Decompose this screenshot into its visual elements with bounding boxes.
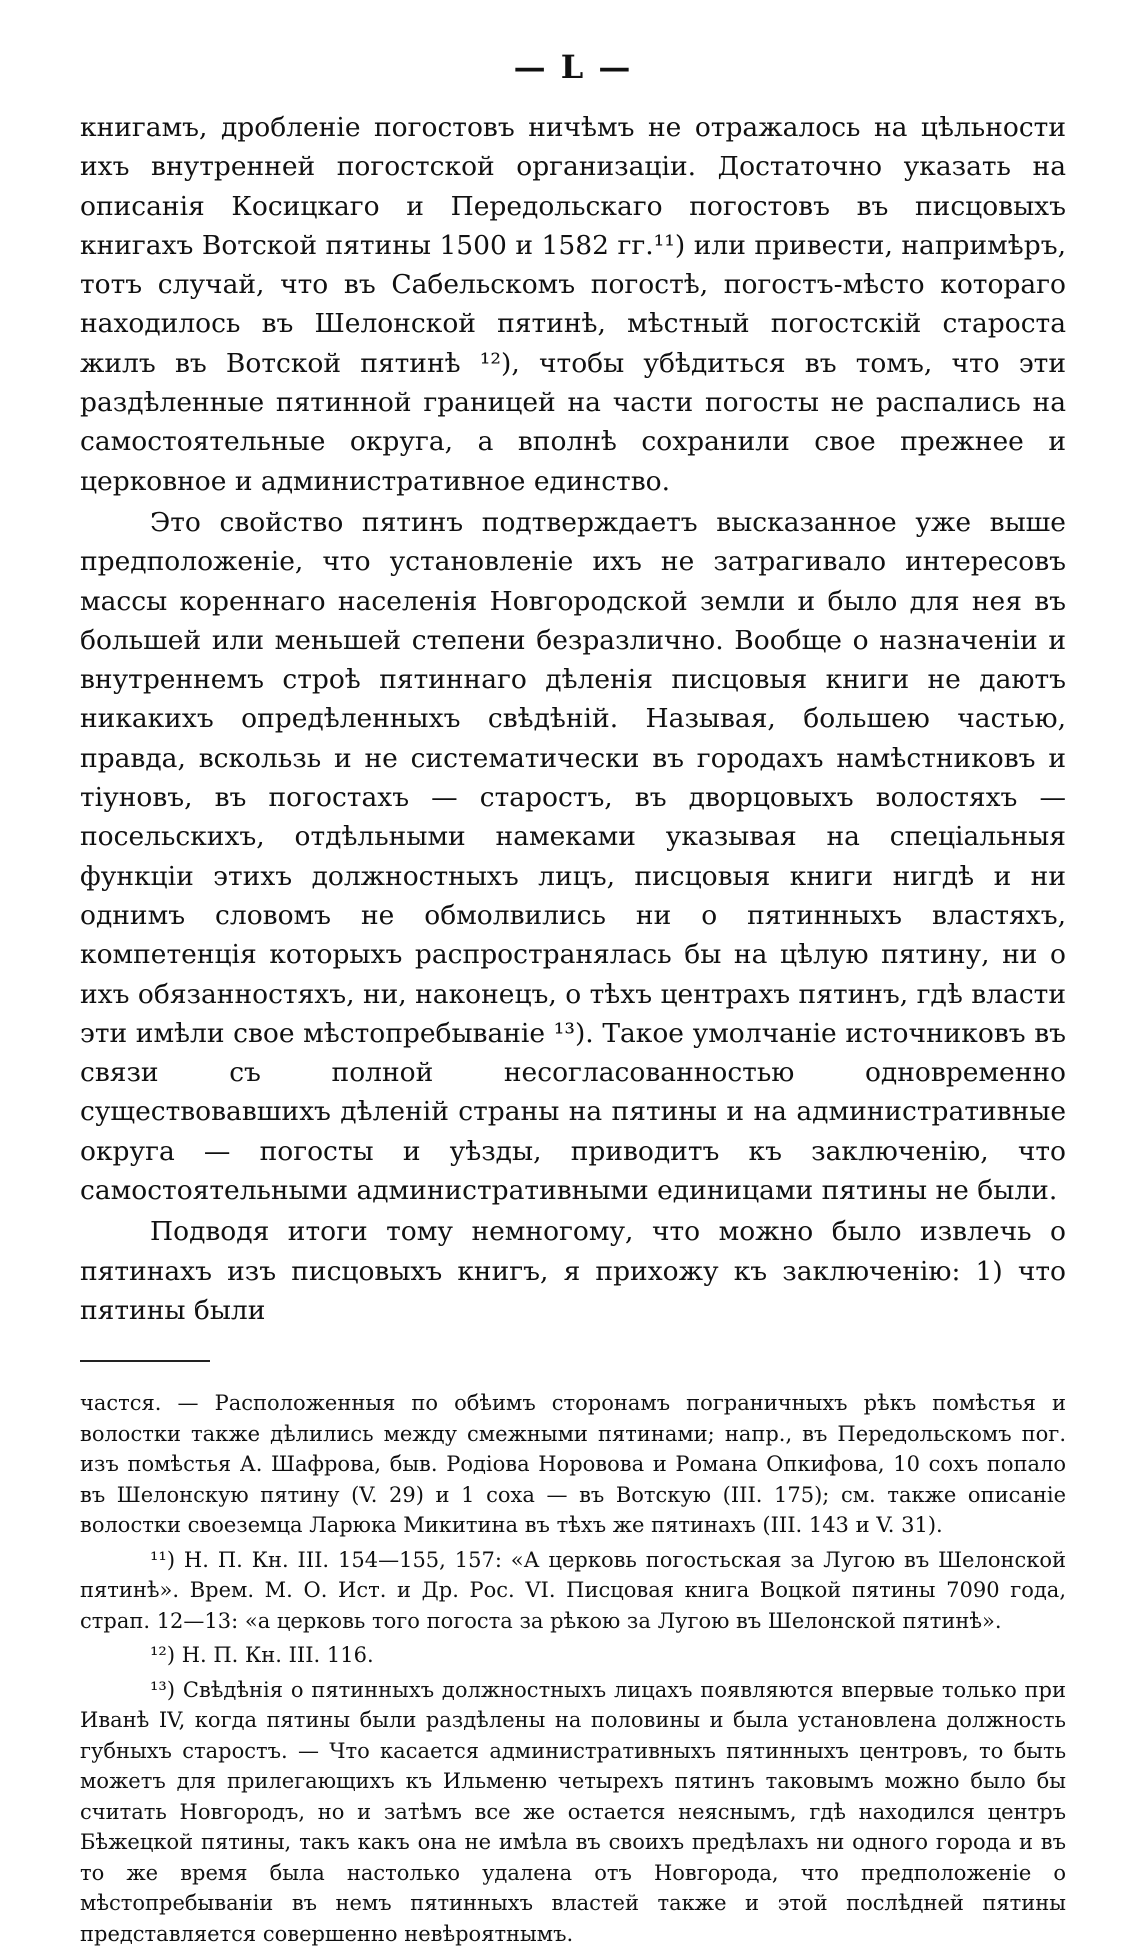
footnote-12: ¹²) Н. П. Кн. III. 116. — [150, 1643, 374, 1668]
body-paragraph: Подводя итоги тому немногому, что можно было извлечь о пятинахъ изъ писцовыхъ книгъ, я прихожу къ заключенію: 1) что пятины были — [80, 1216, 1066, 1326]
body-paragraph: Это свойство пятинъ подтверждаетъ высказанное уже выше предположеніе, что установленіе ихъ не затрагивало интересовъ массы кореннаго населенія Новгородской земли и было для нея въ большей или меньшей степени безразлично. Вообще о назначеніи и внутреннемъ строѣ пятиннаго дѣленія писцовыя книги не даютъ никакихъ опредѣленныхъ свѣдѣній. Называя, большею частью, правда, вскользь и не систематически въ городахъ намѣстниковъ и тіуновъ, въ погостахъ — старостъ, въ дворцовыхъ волостяхъ — посельскихъ, отдѣльными намеками указывая на спеціальныя функціи этихъ должностныхъ лицъ, писцовыя книги нигдѣ и ни однимъ словомъ не обмолвились ни о пятинныхъ властяхъ, компетенція которыхъ распространялась бы на цѣлую пятину, ни о ихъ обязанностяхъ, ни, наконецъ, о тѣхъ центрахъ пятинъ, гдѣ власти эти имѣли свое мѣстопребываніе ¹³). Такое умолчаніе источниковъ въ связи съ полной несогласованностью одновременно существовавшихъ дѣленій страны на пятины и на административные округа — погосты и уѣзды, приводитъ къ заключенію, что самостоятельными административными единицами пятины не были. — [80, 506, 1066, 1207]
body-paragraph: книгамъ, дробленіе погостовъ ничѣмъ не отражалось на цѣльности ихъ внутренней погостской организаціи. Достаточно указать на описанія Косицкаго и Передольскаго погостовъ въ писцовыхъ книгахъ Вотской пятины 1500 и 1582 гг.¹¹) или привести, напримѣръ, тотъ случай, что въ Сабельскомъ погостѣ, погостъ-мѣсто котораго находилось въ Шелонской пятинѣ, мѣстный погостскій староста жилъ въ Вотской пятинѣ ¹²), чтобы убѣдиться въ томъ, что эти раздѣленные пятинной границей на части погосты не распались на самостоятельные округа, а вполнѣ сохранили свое прежнее и церковное и административное единство. — [80, 112, 1066, 497]
page-number: — L — — [513, 48, 633, 86]
footnote-13: ¹³) Свѣдѣнія о пятинныхъ должностныхъ лицахъ появляются впервые только при Иванѣ IV, когда пятины были раздѣлены на половины и была установлена должность губныхъ старостъ. — Что касается административныхъ пятинныхъ центровъ, то быть можетъ для прилегающихъ къ Ильменю четырехъ пятинъ таковымъ можно было бы считать Новгородъ, но и затѣмъ все же остается неяснымъ, гдѣ находился центръ Бѣжецкой пятины, такъ какъ она не имѣла въ своихъ предѣлахъ ни одного города и въ то же время была настолько удалена отъ Новгорода, что предположеніе о мѣстопребываніи въ немъ пятинныхъ властей также и этой послѣдней пятины представляется совершенно невѣроятнымъ. — [80, 1677, 1066, 1946]
footnote-11: ¹¹) Н. П. Кн. III. 154—155, 157: «А церковь погостьская за Лугою въ Шелонской пятинѣ». Врем. М. О. Ист. и Др. Рос. VI. Писцовая книга Воцкой пятины 7090 года, страп. 12—13: «а церковь того погоста за рѣкою за Лугою въ Шелонской пятинѣ». — [80, 1547, 1066, 1633]
document-page — [80, 48, 1066, 1949]
footnotes — [80, 1388, 1066, 1949]
footnote-divider — [80, 1360, 210, 1362]
body-text — [80, 108, 1066, 1330]
footnote-continuation: частся. — Расположенныя по обѣимъ сторонамъ пограничныхъ рѣкъ помѣстья и волостки также дѣлились между смежными пятинами; напр., въ Передольскомъ пог. изъ помѣстья А. Шафрова, быв. Родіова Норовова и Романа Опкифова, 10 сохъ попало въ Шелонскую пятину (V. 29) и 1 соха — въ Вотскую (III. 175); см. также описаніе волостки своеземца Ларюка Микитина въ тѣхъ же пятинахъ (III. 143 и V. 31). — [80, 1391, 1066, 1538]
